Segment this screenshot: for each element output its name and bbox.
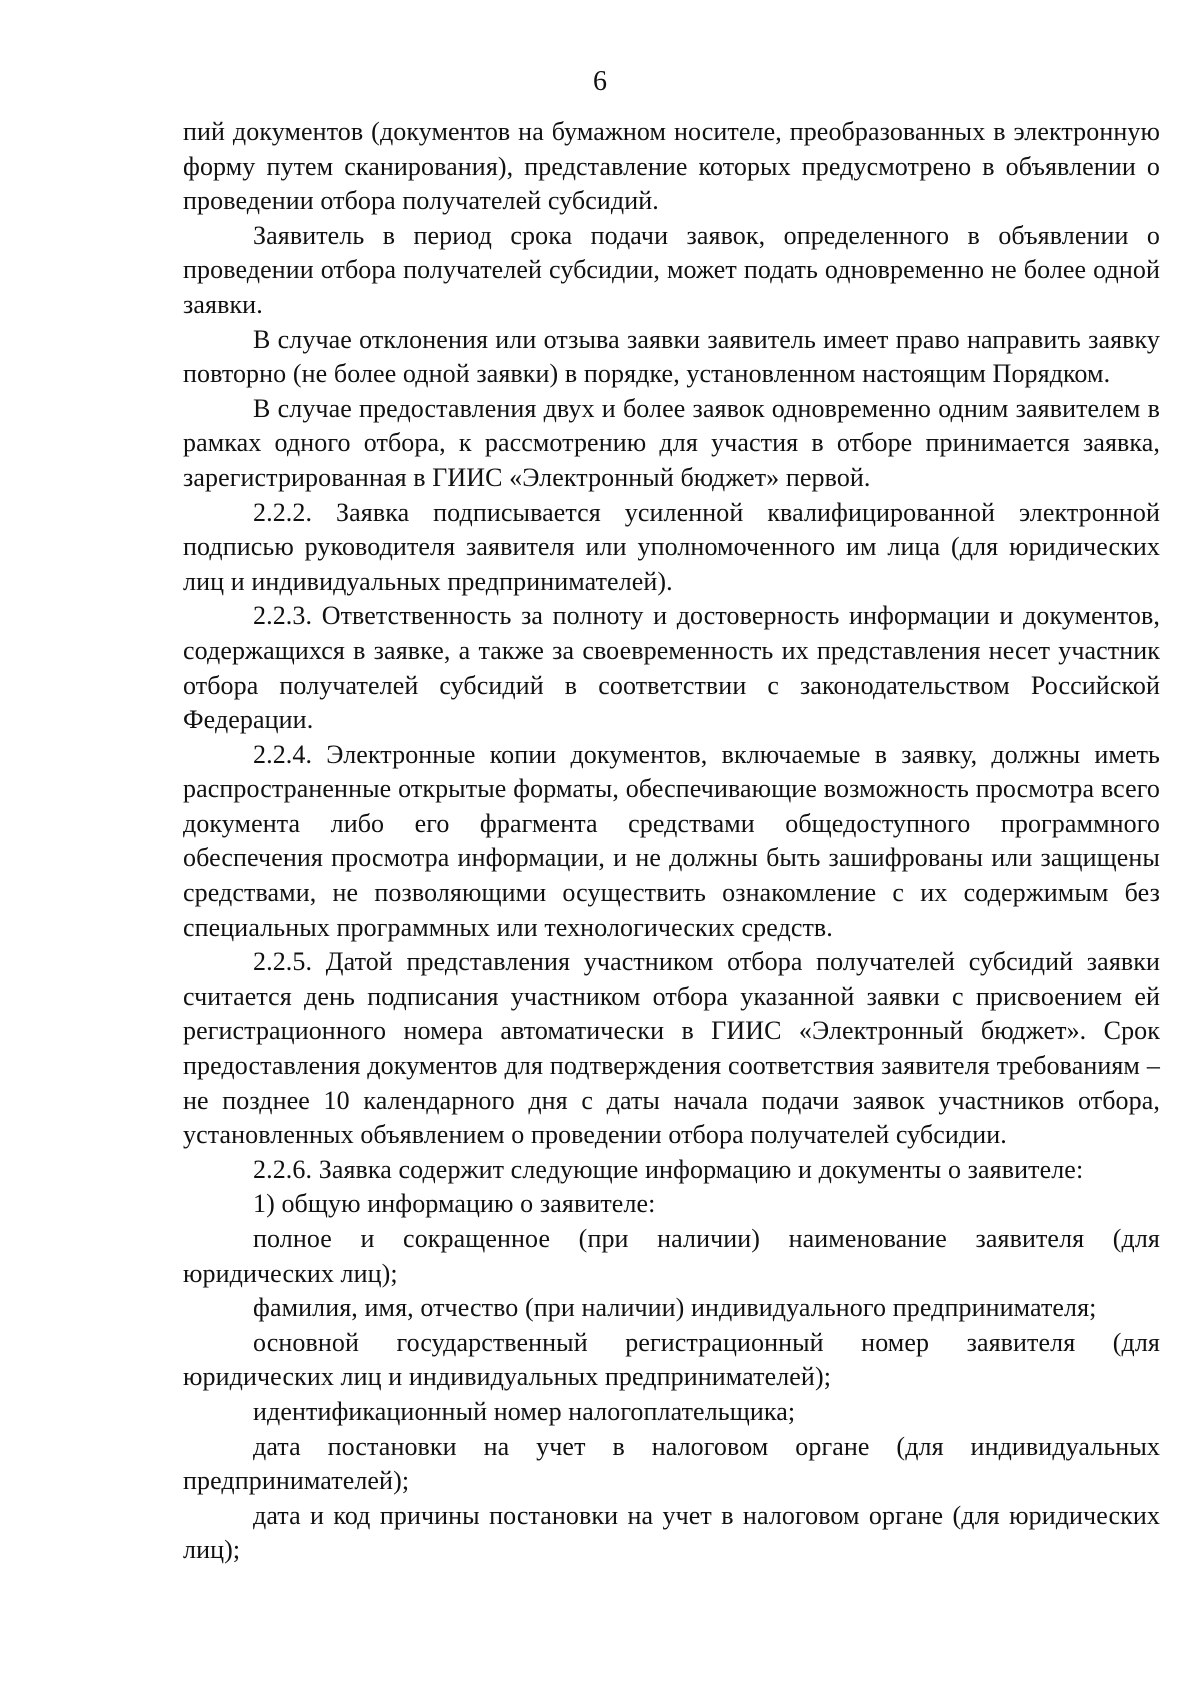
clause-2-2-2: 2.2.2. Заявка подписывается усиленной квалифицированной электронной подписью руководителя заявителя или уполномоченного им лица (для юридических лиц и индивидуальных предпринимателей). — [183, 497, 1160, 596]
document-body — [183, 115, 1160, 1568]
paragraph-continuation: пий документов (документов на бумажном носителе, преобразованных в электронную форму путем сканирования), представление которых предусмотрено в объявлении о проведении отбора получателей субсидий. — [183, 117, 1160, 216]
list-subitem: дата и код причины постановки на учет в налоговом органе (для юридических лиц); — [183, 1500, 1160, 1565]
paragraph: В случае предоставления двух и более заявок одновременно одним заявителем в рамках одного отбора, к рассмотрению для участия в отборе принимается заявка, зарегистрированная в ГИИС «Электронный бюджет» первой. — [183, 393, 1160, 492]
clause-2-2-3: 2.2.3. Ответственность за полноту и достоверность информации и документов, содержащихся в заявке, а также за своевременность их представления несет участник отбора получателей субсидий в соответствии с законодательством Российской Федерации. — [183, 601, 1160, 735]
list-subitem: фамилия, имя, отчество (при наличии) индивидуального предпринимателя; — [253, 1293, 1097, 1323]
clause-2-2-4: 2.2.4. Электронные копии документов, включаемые в заявку, должны иметь распространенные открытые форматы, обеспечивающие возможность просмотра всего документа либо его фрагмента средствами общедоступного программного обеспечения просмотра информации, и не должны быть зашифрованы или защищены средствами, не позволяющими осуществить ознакомление с их содержимым без специальных программных или технологических средств. — [183, 739, 1160, 942]
paragraph: В случае отклонения или отзыва заявки заявитель имеет право направить заявку повторно (не более одной заявки) в порядке, установленном настоящим Порядком. — [183, 324, 1160, 389]
clause-2-2-5: 2.2.5. Датой представления участником отбора получателей субсидий заявки считается день подписания участником отбора указанной заявки с присвоением ей регистрационного номера автоматически в ГИИС «Электронный бюджет». Срок предоставления документов для подтверждения соответствия заявителя требованиям – не позднее 10 календарного дня с даты начала подачи заявок участников отбора, установленных объявлением о проведении отбора получателей субсидии. — [183, 947, 1160, 1150]
paragraph: Заявитель в период срока подачи заявок, определенного в объявлении о проведении отбора получателей субсидии, может подать одновременно не более одной заявки. — [183, 220, 1160, 319]
list-subitem: основной государственный регистрационный номер заявителя (для юридических лиц и индивидуальных предпринимателей); — [183, 1327, 1160, 1392]
list-subitem: идентификационный номер налогоплательщика; — [253, 1396, 796, 1426]
page-number: 6 — [593, 66, 607, 97]
list-subitem: дата постановки на учет в налоговом органе (для индивидуальных предпринимателей); — [183, 1431, 1160, 1496]
list-item-1: 1) общую информацию о заявителе: — [253, 1189, 656, 1219]
list-subitem: полное и сокращенное (при наличии) наименование заявителя (для юридических лиц); — [183, 1224, 1160, 1288]
clause-2-2-6: 2.2.6. Заявка содержит следующие информацию и документы о заявителе: — [253, 1154, 1084, 1184]
